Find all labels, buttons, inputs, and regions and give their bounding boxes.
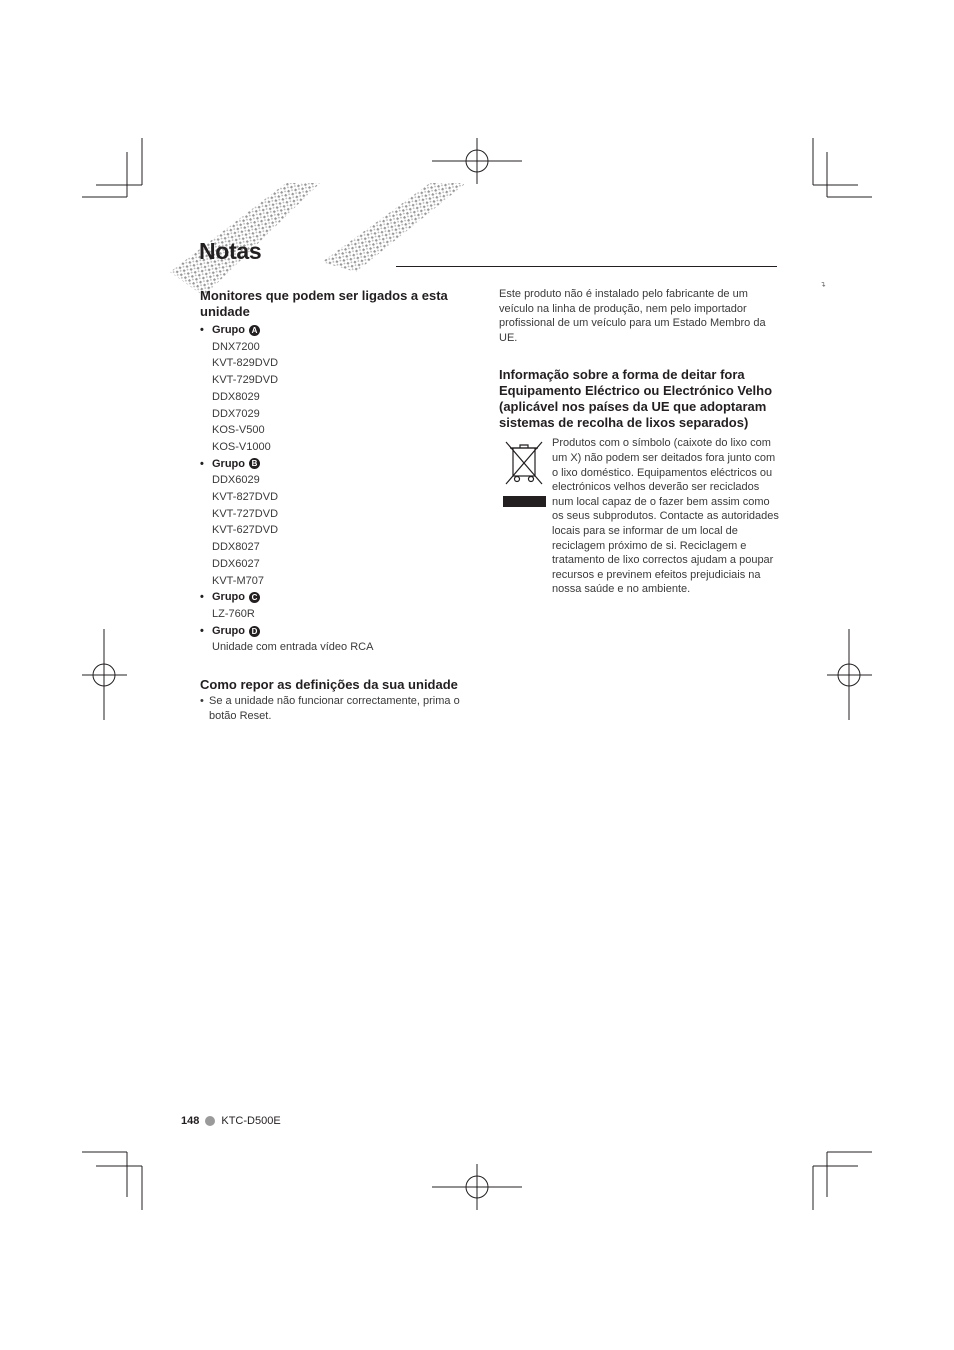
bullet: • [200, 624, 204, 637]
page-footer [181, 1115, 281, 1127]
bullet: • [200, 457, 204, 470]
bullet: • [200, 591, 204, 604]
group-d-label: Grupo [212, 624, 245, 637]
group-d-badge: D [249, 626, 260, 637]
model-name: KTC-D500E [221, 1115, 281, 1127]
model-item: KVT-729DVD [212, 374, 279, 387]
monitors-heading: Monitores que podem ser ligados a esta unidade [200, 288, 448, 319]
model-item: KOS-V1000 [212, 440, 271, 453]
model-item: KOS-V500 [212, 424, 265, 437]
monitor-groups [200, 322, 480, 656]
group-b-badge: B [249, 458, 260, 469]
page-number: 148 [181, 1115, 200, 1127]
model-item: DDX6029 [212, 474, 260, 487]
reset-heading: Como repor as definições da sua unidade [200, 677, 458, 693]
title-rule [396, 266, 777, 267]
group-c-head [200, 589, 480, 606]
group-b [200, 456, 480, 590]
group-b-head [200, 456, 480, 473]
group-d [200, 623, 480, 656]
model-item: KVT-M707 [212, 574, 264, 587]
group-c [200, 589, 480, 622]
model-item: KVT-727DVD [212, 507, 279, 520]
group-c-label: Grupo [212, 591, 245, 604]
group-a-badge: A [249, 325, 260, 336]
model-item: KVT-827DVD [212, 491, 279, 504]
page-title: Notas [199, 238, 262, 264]
model-item: DDX8029 [212, 390, 260, 403]
side-mark: ↵ [820, 281, 828, 287]
model-item: Unidade com entrada vídeo RCA [212, 641, 374, 654]
separator-dot-icon [205, 1116, 215, 1126]
group-a-label: Grupo [212, 324, 245, 336]
group-b-label: Grupo [212, 457, 245, 470]
weee-section [499, 436, 779, 597]
reset-text: Se a unidade não funcionar correctamente, prima o botão Reset. [209, 695, 460, 722]
weee-paragraph: Produtos com o símbolo (caixote do lixo com um X) não podem ser deitados fora junto com o lixo doméstico. Equipamentos eléctricos ou electrónicos velhos deverão ser reciclados num local capaz de o fazer bem assim como os seus subprodutos. Contacte as autoridades locais para se informar de um local de reciclagem próximo de si. Reciclagem e tratamento de lixo correctos ajudam a poupar recursos e previnem efeitos prejudiciais na nossa saúde e no ambiente. [552, 437, 779, 596]
model-item: KVT-829DVD [212, 357, 279, 370]
group-a [200, 322, 480, 456]
model-item: DDX7029 [212, 407, 260, 420]
intro-paragraph: Este produto não é instalado pelo fabricante de um veículo na linha de produção, nem pelo importador profissional de um veículo para um Estado Membro da UE. [499, 288, 766, 344]
weee-heading: Informação sobre a forma de deitar fora Equipamento Eléctrico ou Electrónico Velho (aplicável nos países da UE que adoptaram sistemas de recolha de lixos separados) [499, 367, 773, 431]
group-a-head [200, 322, 480, 339]
crossed-bin-icon [502, 438, 546, 508]
bullet: • [200, 324, 204, 336]
model-item: DDX8027 [212, 541, 260, 554]
model-item: DDX6027 [212, 557, 260, 570]
model-item: DNX7200 [212, 340, 260, 353]
group-d-head [200, 623, 480, 640]
reset-item [200, 694, 480, 723]
model-item: KVT-627DVD [212, 524, 279, 537]
group-c-badge: C [249, 592, 260, 603]
model-item: LZ-760R [212, 607, 255, 620]
bullet: • [200, 695, 204, 708]
left-column [200, 287, 480, 723]
right-column [499, 287, 779, 597]
